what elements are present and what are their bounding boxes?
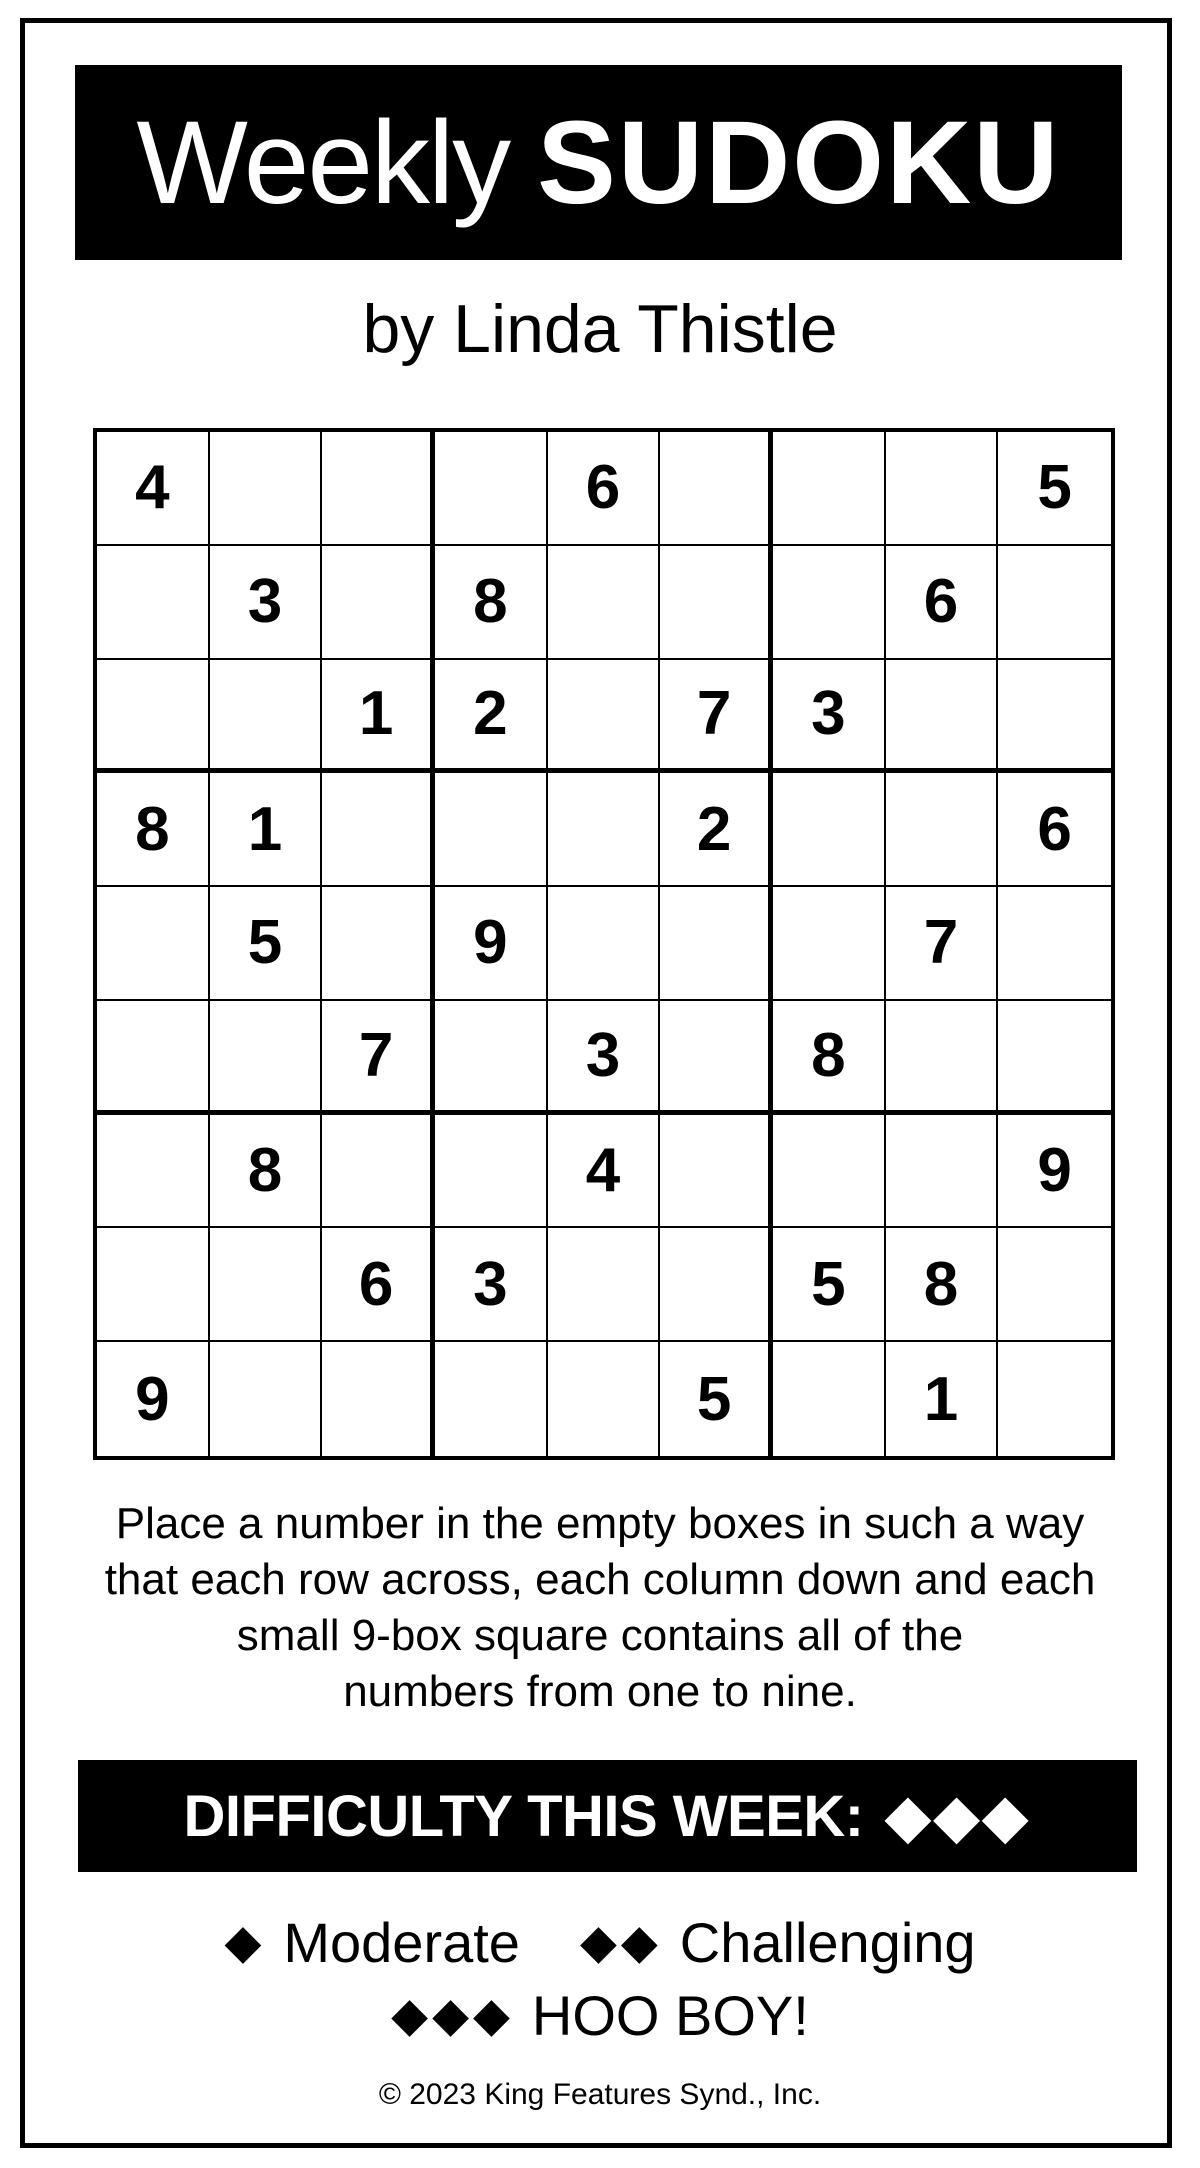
instructions-line: Place a number in the empty boxes in such a way	[115, 1499, 1085, 1548]
sudoku-given-cell[interactable]: 5	[773, 1228, 886, 1342]
sudoku-empty-cell[interactable]	[435, 1001, 548, 1115]
sudoku-empty-cell[interactable]	[97, 1115, 210, 1229]
sudoku-empty-cell[interactable]	[773, 1342, 886, 1456]
sudoku-empty-cell[interactable]	[322, 1342, 435, 1456]
sudoku-empty-cell[interactable]	[660, 546, 773, 660]
sudoku-given-cell[interactable]: 1	[210, 773, 323, 887]
sudoku-given-cell[interactable]: 3	[210, 546, 323, 660]
sudoku-given-cell[interactable]: 8	[97, 773, 210, 887]
sudoku-given-cell[interactable]: 3	[773, 660, 886, 774]
sudoku-given-cell[interactable]: 9	[435, 887, 548, 1001]
sudoku-empty-cell[interactable]	[97, 546, 210, 660]
sudoku-empty-cell[interactable]	[773, 432, 886, 546]
legend-moderate-label: Moderate	[283, 1911, 520, 1974]
sudoku-given-cell[interactable]: 9	[97, 1342, 210, 1456]
sudoku-given-cell[interactable]: 4	[548, 1115, 661, 1229]
sudoku-given-cell[interactable]: 8	[773, 1001, 886, 1115]
sudoku-empty-cell[interactable]	[886, 1001, 999, 1115]
sudoku-empty-cell[interactable]	[773, 887, 886, 1001]
instructions-line: that each row across, each column down and each	[104, 1555, 1096, 1604]
sudoku-empty-cell[interactable]	[660, 887, 773, 1001]
title-sudoku: SUDOKU	[537, 96, 1061, 229]
sudoku-given-cell[interactable]: 2	[660, 773, 773, 887]
sudoku-given-cell[interactable]: 7	[322, 1001, 435, 1115]
difficulty-banner	[78, 1760, 1137, 1872]
sudoku-empty-cell[interactable]	[210, 1001, 323, 1115]
sudoku-empty-cell[interactable]	[97, 660, 210, 774]
moderate-diamond-icon: ◆	[224, 1916, 266, 1969]
sudoku-empty-cell[interactable]	[660, 1115, 773, 1229]
sudoku-empty-cell[interactable]	[210, 1342, 323, 1456]
sudoku-empty-cell[interactable]	[435, 1342, 548, 1456]
sudoku-given-cell[interactable]: 4	[97, 432, 210, 546]
sudoku-empty-cell[interactable]	[886, 432, 999, 546]
sudoku-given-cell[interactable]: 5	[660, 1342, 773, 1456]
sudoku-given-cell[interactable]: 6	[998, 773, 1111, 887]
sudoku-empty-cell[interactable]	[998, 546, 1111, 660]
sudoku-given-cell[interactable]: 8	[886, 1228, 999, 1342]
sudoku-empty-cell[interactable]	[322, 546, 435, 660]
sudoku-given-cell[interactable]: 2	[435, 660, 548, 774]
sudoku-empty-cell[interactable]	[322, 432, 435, 546]
difficulty-diamond-icons: ◆◆◆	[885, 1784, 1032, 1849]
sudoku-empty-cell[interactable]	[322, 1115, 435, 1229]
sudoku-empty-cell[interactable]	[998, 1001, 1111, 1115]
instructions	[60, 1496, 1140, 1720]
sudoku-given-cell[interactable]: 8	[435, 546, 548, 660]
difficulty-legend-row-2	[0, 1983, 1200, 2048]
sudoku-given-cell[interactable]: 6	[322, 1228, 435, 1342]
hoo-boy-diamond-icons: ◆◆◆	[391, 1989, 514, 2042]
sudoku-grid	[93, 428, 1115, 1460]
sudoku-empty-cell[interactable]	[998, 1342, 1111, 1456]
sudoku-given-cell[interactable]: 8	[210, 1115, 323, 1229]
instructions-line: numbers from one to nine.	[343, 1667, 857, 1716]
sudoku-given-cell[interactable]: 1	[886, 1342, 999, 1456]
sudoku-empty-cell[interactable]	[435, 432, 548, 546]
sudoku-empty-cell[interactable]	[773, 1115, 886, 1229]
sudoku-empty-cell[interactable]	[548, 773, 661, 887]
copyright-notice: © 2023 King Features Synd., Inc.	[378, 2078, 822, 2111]
sudoku-empty-cell[interactable]	[998, 660, 1111, 774]
sudoku-given-cell[interactable]: 7	[886, 887, 999, 1001]
sudoku-given-cell[interactable]: 6	[886, 546, 999, 660]
sudoku-empty-cell[interactable]	[998, 887, 1111, 1001]
sudoku-empty-cell[interactable]	[886, 1115, 999, 1229]
instructions-line: small 9-box square contains all of the	[236, 1611, 964, 1660]
sudoku-empty-cell[interactable]	[886, 773, 999, 887]
sudoku-empty-cell[interactable]	[773, 546, 886, 660]
sudoku-empty-cell[interactable]	[660, 432, 773, 546]
sudoku-given-cell[interactable]: 7	[660, 660, 773, 774]
sudoku-empty-cell[interactable]	[210, 1228, 323, 1342]
sudoku-given-cell[interactable]: 3	[548, 1001, 661, 1115]
sudoku-empty-cell[interactable]	[322, 773, 435, 887]
sudoku-empty-cell[interactable]	[210, 432, 323, 546]
sudoku-empty-cell[interactable]	[97, 1001, 210, 1115]
sudoku-empty-cell[interactable]	[435, 773, 548, 887]
sudoku-empty-cell[interactable]	[660, 1001, 773, 1115]
sudoku-given-cell[interactable]: 9	[998, 1115, 1111, 1229]
sudoku-empty-cell[interactable]	[548, 1228, 661, 1342]
legend-challenging-label: Challenging	[679, 1911, 976, 1974]
sudoku-given-cell[interactable]: 1	[322, 660, 435, 774]
sudoku-given-cell[interactable]: 5	[998, 432, 1111, 546]
sudoku-empty-cell[interactable]	[548, 887, 661, 1001]
challenging-diamond-icons: ◆◆	[579, 1916, 662, 1969]
sudoku-empty-cell[interactable]	[435, 1115, 548, 1229]
sudoku-empty-cell[interactable]	[548, 1342, 661, 1456]
sudoku-empty-cell[interactable]	[998, 1228, 1111, 1342]
difficulty-legend-row-1	[0, 1910, 1200, 1975]
difficulty-label: DIFFICULTY THIS WEEK:	[183, 1783, 864, 1849]
sudoku-empty-cell[interactable]	[773, 773, 886, 887]
sudoku-empty-cell[interactable]	[97, 1228, 210, 1342]
sudoku-empty-cell[interactable]	[210, 660, 323, 774]
title-weekly: Weekly	[136, 96, 510, 229]
sudoku-empty-cell[interactable]	[548, 660, 661, 774]
legend-hoo-boy-label: HOO BOY!	[531, 1984, 809, 2047]
title-banner	[75, 65, 1122, 260]
sudoku-empty-cell[interactable]	[322, 887, 435, 1001]
sudoku-given-cell[interactable]: 6	[548, 432, 661, 546]
sudoku-given-cell[interactable]: 3	[435, 1228, 548, 1342]
sudoku-given-cell[interactable]: 5	[210, 887, 323, 1001]
sudoku-empty-cell[interactable]	[548, 546, 661, 660]
author-byline: by Linda Thistle	[362, 291, 838, 367]
sudoku-empty-cell[interactable]	[660, 1228, 773, 1342]
sudoku-empty-cell[interactable]	[97, 887, 210, 1001]
sudoku-empty-cell[interactable]	[886, 660, 999, 774]
